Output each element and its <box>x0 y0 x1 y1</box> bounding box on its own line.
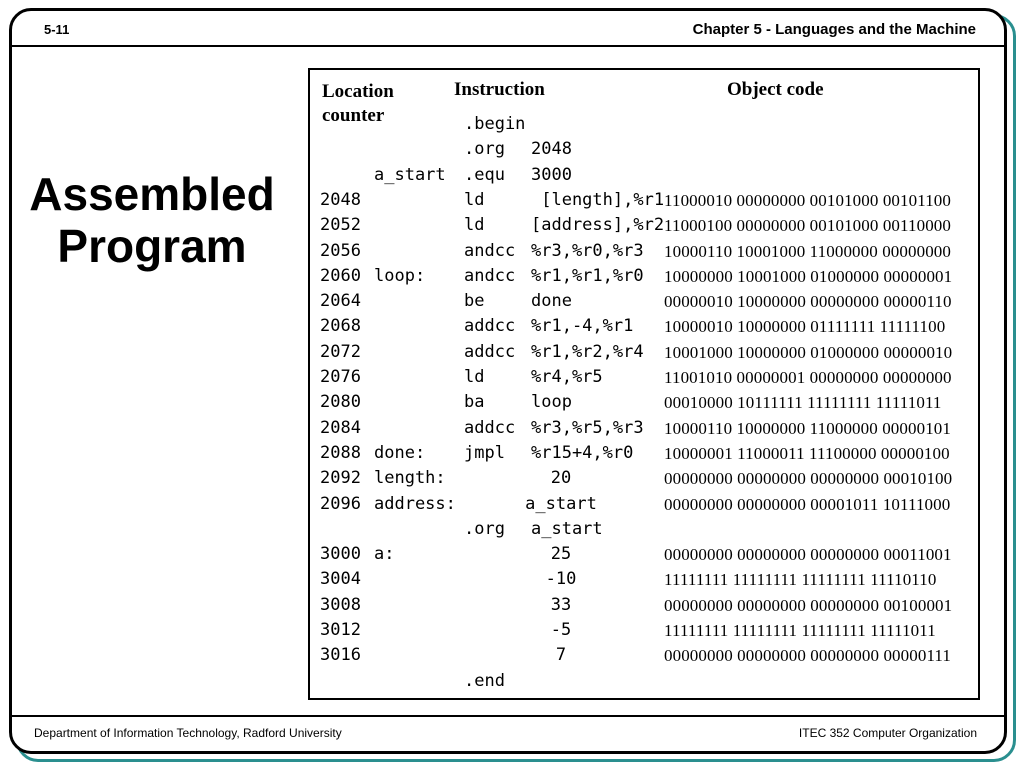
table-row <box>310 542 978 567</box>
table-row <box>310 593 978 618</box>
object-code-cell: 10000010 10000000 01111111 11111100 <box>664 317 946 337</box>
location-cell: 2068 <box>320 316 361 337</box>
table-row <box>310 390 978 415</box>
table-row <box>310 264 978 289</box>
opcode-cell: .end <box>464 670 505 691</box>
object-code-cell: 10000001 11000011 11100000 00000100 <box>664 443 950 463</box>
location-cell: 2080 <box>320 392 361 413</box>
object-code-cell: 11111111 11111111 11111111 11110110 <box>664 570 937 590</box>
operands-cell: loop <box>531 392 572 413</box>
location-cell: 2056 <box>320 240 361 261</box>
table-row <box>310 137 978 162</box>
opcode-cell: andcc <box>464 265 516 286</box>
opcode-cell: addcc <box>464 341 516 362</box>
opcode-cell: andcc <box>464 240 516 261</box>
table-row <box>310 365 978 390</box>
header-location-counter: Location counter <box>322 81 394 126</box>
location-cell: 2092 <box>320 468 361 489</box>
opcode-cell: addcc <box>464 316 516 337</box>
table-row <box>310 517 978 542</box>
operands-cell: %r1,%r2,%r4 <box>531 341 644 362</box>
object-code-cell: 00000000 00000000 00000000 00000111 <box>664 646 951 666</box>
location-cell: 3000 <box>320 544 361 565</box>
object-code-cell: 00000010 10000000 00000000 00000110 <box>664 292 952 312</box>
location-cell: 2052 <box>320 215 361 236</box>
label-cell: address: <box>374 493 456 514</box>
table-row <box>310 314 978 339</box>
header-instruction: Instruction <box>454 79 545 100</box>
opcode-cell: .org <box>464 139 505 160</box>
location-cell: 2072 <box>320 341 361 362</box>
object-code-cell: 11000100 00000000 00101000 00110000 <box>664 216 951 236</box>
location-cell: 3012 <box>320 620 361 640</box>
footer-department: Department of Information Technology, Radford University <box>34 726 342 740</box>
chapter-title: Chapter 5 - Languages and the Machine <box>692 21 976 38</box>
opcode-cell: ba <box>464 392 485 413</box>
value-cell: 25 <box>550 544 572 565</box>
object-code-cell: 00000000 00000000 00000000 00100001 <box>664 595 953 615</box>
location-cell: 2084 <box>320 417 361 438</box>
object-code-cell: 00010000 10111111 11111111 11111011 <box>664 393 942 413</box>
table-row <box>310 492 978 517</box>
operands-cell: %r3,%r5,%r3 <box>531 417 644 438</box>
location-cell: 3004 <box>320 569 361 590</box>
opcode-cell: addcc <box>464 417 516 438</box>
slide-number: 5-11 <box>44 22 70 37</box>
label-cell: loop: <box>374 265 426 286</box>
location-cell: 2088 <box>320 442 361 463</box>
footer-divider <box>12 715 1004 717</box>
value-cell: a_start <box>525 493 597 514</box>
opcode-cell: .equ <box>464 164 505 185</box>
operands-cell: [address],%r2 <box>531 215 665 236</box>
value-cell: 7 <box>555 645 567 666</box>
slide-title-line: Program <box>57 220 247 272</box>
location-cell: 2048 <box>320 189 361 210</box>
assembled-program-table <box>308 68 980 700</box>
location-cell: 3008 <box>320 594 361 615</box>
table-row <box>310 239 978 264</box>
object-code-cell: 11111111 11111111 11111111 11111011 <box>664 621 936 640</box>
object-code-cell: 00000000 00000000 00001011 10111000 <box>664 494 951 514</box>
operands-cell: [length],%r1 <box>531 189 665 210</box>
location-cell: 2064 <box>320 291 361 312</box>
location-cell: 2060 <box>320 265 361 286</box>
label-cell: done: <box>374 442 426 463</box>
operands-cell: %r4,%r5 <box>531 367 603 387</box>
opcode-cell: jmpl <box>464 442 505 463</box>
location-cell: 3016 <box>320 645 361 666</box>
footer-course: ITEC 352 Computer Organization <box>798 726 977 740</box>
table-row <box>310 163 978 188</box>
table-row <box>310 340 978 365</box>
object-code-cell: 11000010 00000000 00101000 00101100 <box>664 190 951 210</box>
object-code-cell: 00000000 00000000 00000000 00010100 <box>664 469 953 489</box>
opcode-cell: ld <box>464 215 485 236</box>
table-row <box>310 289 978 314</box>
object-code-cell: 11001010 00000001 00000000 00000000 <box>664 368 952 387</box>
operands-cell: %r1,-4,%r1 <box>531 316 634 337</box>
table-row <box>310 213 978 238</box>
value-cell: 20 <box>550 468 572 489</box>
operands-cell: %r15+4,%r0 <box>531 442 634 463</box>
slide-title-line: Assembled <box>29 168 275 220</box>
opcode-cell: ld <box>464 367 485 387</box>
opcode-cell: .begin <box>464 114 526 134</box>
table-row <box>310 112 978 137</box>
header-object-code: Object code <box>727 79 824 100</box>
label-cell: length: <box>374 468 446 489</box>
operands-cell: %r3,%r0,%r3 <box>531 240 644 261</box>
table-row <box>310 618 978 643</box>
value-cell: 33 <box>550 594 572 615</box>
operands-cell: 2048 <box>531 139 572 160</box>
location-cell: 2076 <box>320 367 361 387</box>
table-row <box>310 466 978 491</box>
operands-cell: done <box>531 291 572 312</box>
opcode-cell: .org <box>464 518 505 539</box>
operands-cell: a_start <box>531 518 603 539</box>
slide-title <box>14 168 290 272</box>
table-row <box>310 416 978 441</box>
opcode-cell: ld <box>464 189 485 210</box>
value-cell: -5 <box>550 620 572 640</box>
object-code-cell: 10001000 10000000 01000000 00000010 <box>664 342 953 362</box>
header-divider <box>12 45 1004 47</box>
object-code-cell: 10000110 10001000 11000000 00000000 <box>664 241 951 261</box>
object-code-cell: 10000000 10001000 01000000 00000001 <box>664 266 953 286</box>
table-row <box>310 669 978 694</box>
location-cell: 2096 <box>320 493 361 514</box>
table-row <box>310 188 978 213</box>
object-code-cell: 10000110 10000000 11000000 00000101 <box>664 418 951 438</box>
value-cell: -10 <box>545 569 577 590</box>
table-row <box>310 567 978 592</box>
label-cell: a_start <box>374 164 446 185</box>
operands-cell: 3000 <box>531 164 572 185</box>
label-cell: a: <box>374 544 395 565</box>
table-row <box>310 643 978 668</box>
table-row <box>310 441 978 466</box>
object-code-cell: 00000000 00000000 00000000 00011001 <box>664 545 952 565</box>
operands-cell: %r1,%r1,%r0 <box>531 265 644 286</box>
opcode-cell: be <box>464 291 485 312</box>
